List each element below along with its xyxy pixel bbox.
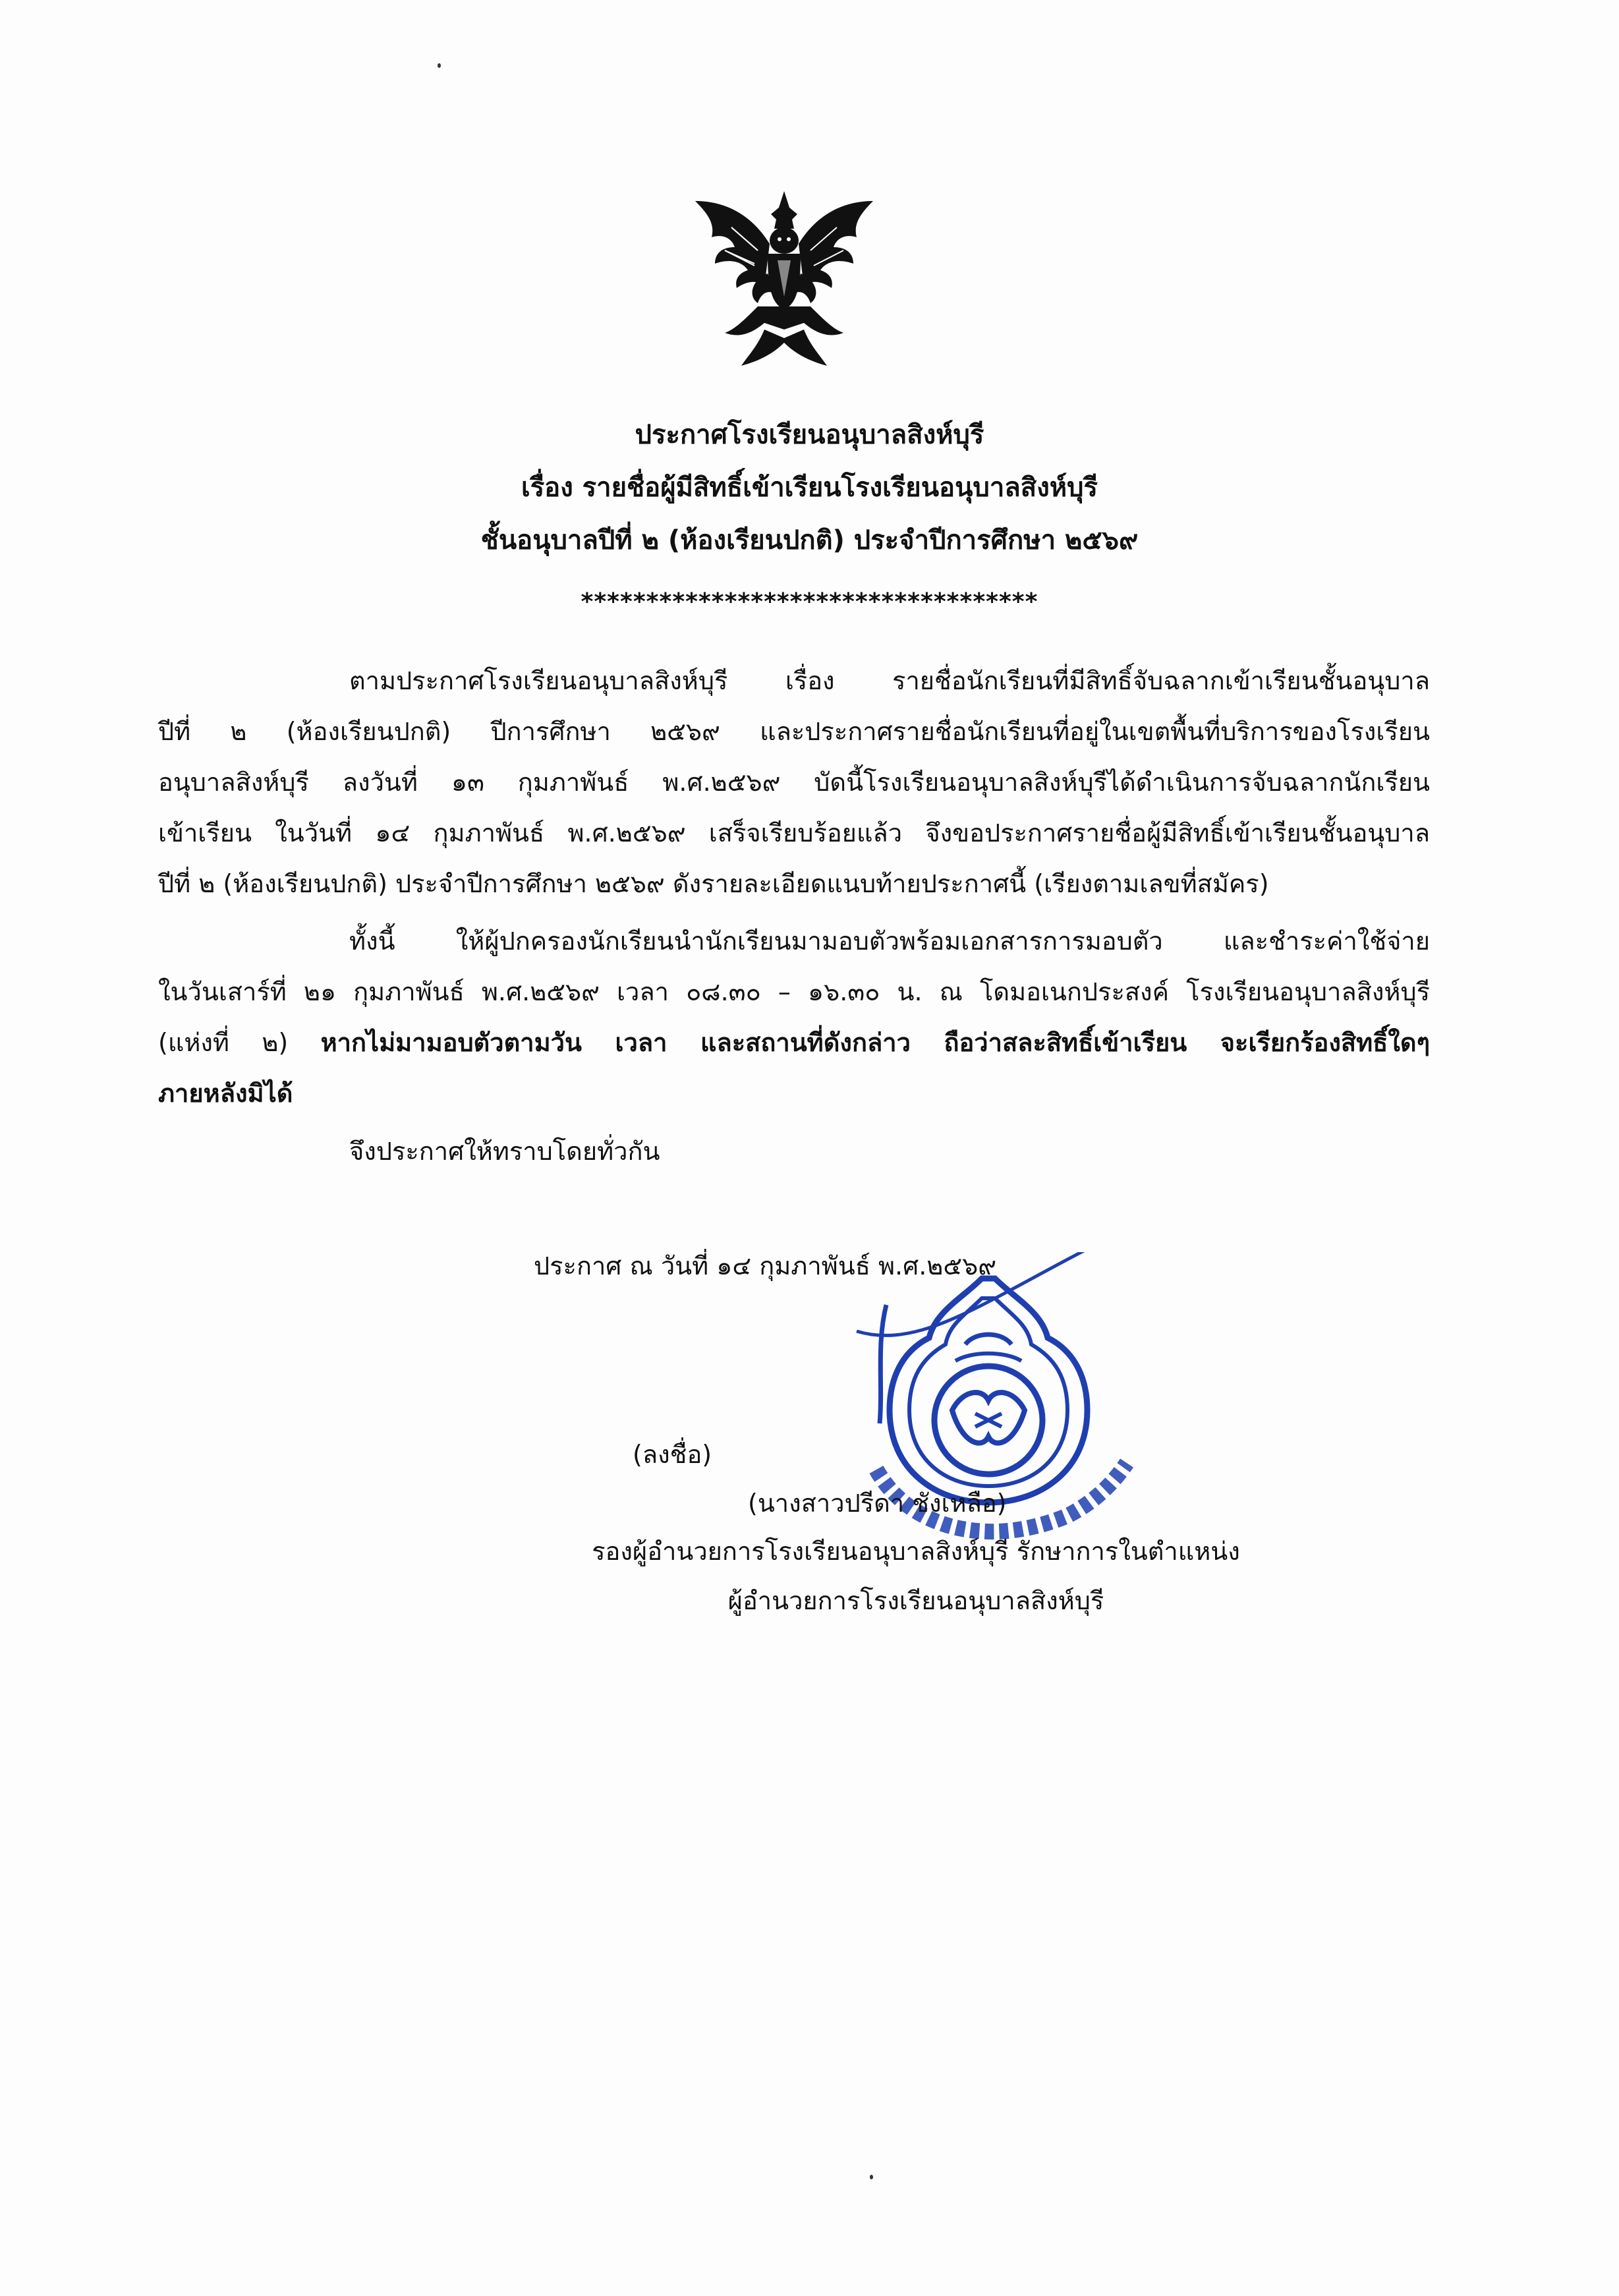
signatory-title: ผู้อำนวยการโรงเรียนอนุบาลสิงห์บุรี	[727, 1586, 1104, 1615]
paragraph-line: ปีที่ ๒ (ห้องเรียนปกติ) ประจำปีการศึกษา ๒๕๖๙ ดังรายละเอียดแนบท้ายประกาศนี้ (เรียงตามเลขที่สมัคร)	[158, 869, 1269, 898]
paragraph-line: ตามประกาศโรงเรียนอนุบาลสิงห์บุรี เรื่อง รายชื่อนักเรียนที่มีสิทธิ์จับฉลากเข้าเรียนชั้นอนุบาล	[349, 666, 1430, 695]
paragraph-line: เข้าเรียน ในวันที่ ๑๔ กุมภาพันธ์ พ.ศ.๒๕๖๙ เสร็จเรียบร้อยแล้ว จึงขอประกาศรายชื่อผู้มีสิทธิ์เข้าเรียนชั้นอนุบาล	[158, 818, 1430, 847]
announcement-date: ประกาศ ณ วันที่ ๑๔ กุมภาพันธ์ พ.ศ.๒๕๖๙	[534, 1251, 997, 1280]
signatory-name: (นางสาวปรีดา ชังเหลือ)	[748, 1489, 1007, 1518]
body-paragraph-1	[158, 656, 1430, 909]
scan-speck	[870, 2175, 873, 2179]
garuda-emblem-icon	[685, 188, 883, 372]
announcement-title: ประกาศโรงเรียนอนุบาลสิงห์บุรี	[635, 420, 984, 450]
paragraph-line: ปีที่ ๒ (ห้องเรียนปกติ) ปีการศึกษา ๒๕๖๙ และประกาศรายชื่อนักเรียนที่อยู่ในเขตพื้นที่บริการของโรงเรียน	[158, 717, 1430, 746]
separator-line: ***********************************	[581, 588, 1038, 616]
paragraph-text: (แห่งที่ ๒)	[158, 1028, 321, 1057]
school-seal-icon	[824, 1252, 1153, 1568]
scan-speck	[438, 63, 441, 68]
signed-label: (ลงชื่อ)	[633, 1440, 712, 1469]
closing-statement: จึงประกาศให้ทราบโดยทั่วกัน	[349, 1137, 660, 1166]
paragraph-line	[158, 1018, 1430, 1068]
paragraph-line: ทั้งนี้ ให้ผู้ปกครองนักเรียนนำนักเรียนมามอบตัวพร้อมเอกสารการมอบตัว และชำระค่าใช้จ่าย	[349, 927, 1430, 956]
paragraph-line: อนุบาลสิงห์บุรี ลงวันที่ ๑๓ กุมภาพันธ์ พ.ศ.๒๕๖๙ บัดนี้โรงเรียนอนุบาลสิงห์บุรีได้ดำเนินการจับฉลากนักเรียน	[158, 768, 1430, 797]
body-paragraph-2	[158, 916, 1430, 1119]
signatory-position: รองผู้อำนวยการโรงเรียนอนุบาลสิงห์บุรี รักษาการในตำแหน่ง	[592, 1537, 1240, 1566]
warning-text: หากไม่มามอบตัวตามวัน เวลา และสถานที่ดังกล่าว ถือว่าสละสิทธิ์เข้าเรียน จะเรียกร้องสิทธิ์ใดๆ	[320, 1028, 1430, 1057]
paragraph-line: ในวันเสาร์ที่ ๒๑ กุมภาพันธ์ พ.ศ.๒๕๖๙ เวลา ๐๘.๓๐ – ๑๖.๓๐ น. ณ โดมอเนกประสงค์ โรงเรียนอนุบาลสิงห์บุรี	[158, 977, 1430, 1006]
announcement-class-line: ชั้นอนุบาลปีที่ ๒ (ห้องเรียนปกติ) ประจำปีการศึกษา ๒๕๖๙	[480, 525, 1139, 556]
warning-text: ภายหลังมิได้	[158, 1079, 293, 1108]
announcement-subject: เรื่อง รายชื่อผู้มีสิทธิ์เข้าเรียนโรงเรียนอนุบาลสิงห์บุรี	[521, 473, 1098, 503]
